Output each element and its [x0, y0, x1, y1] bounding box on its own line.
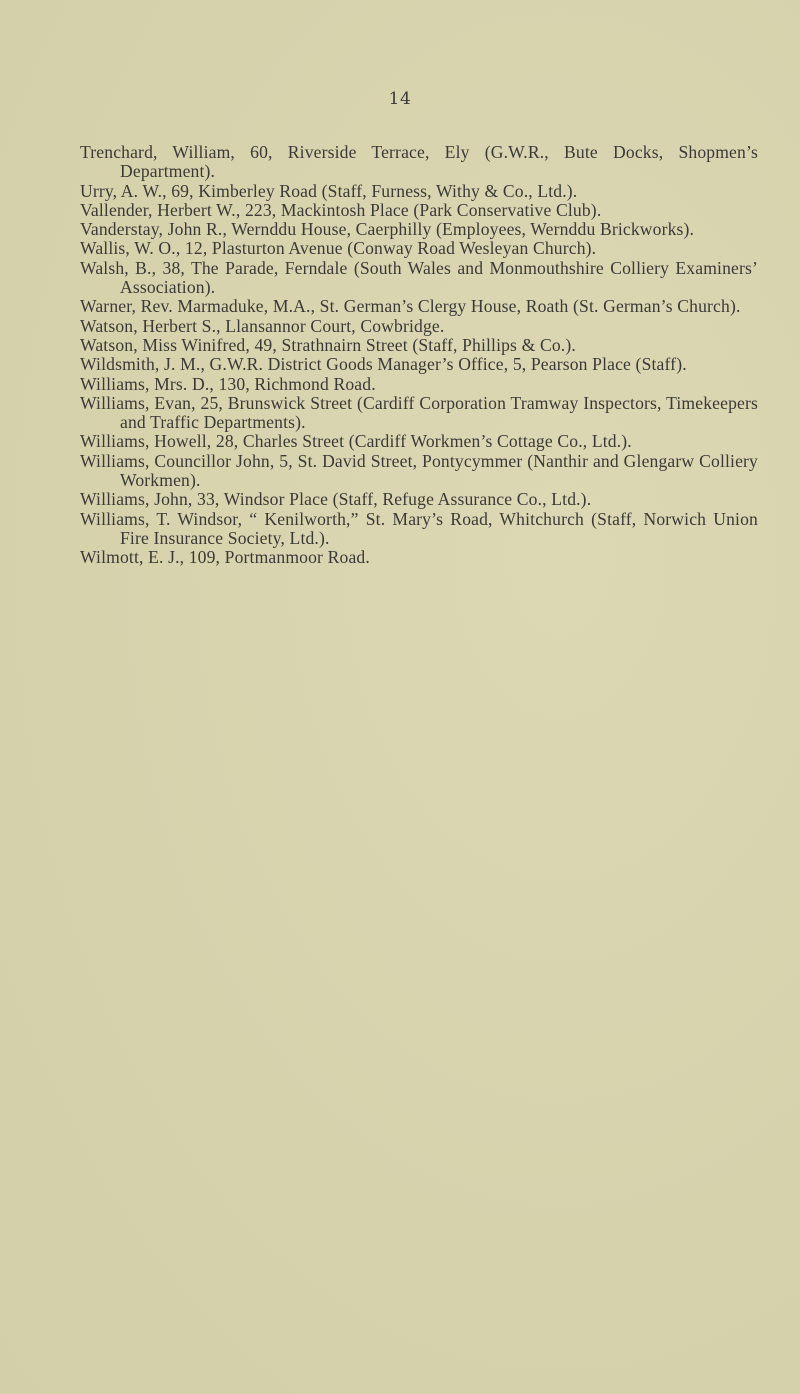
list-entry: Wildsmith, J. M., G.W.R. District Goods Manager’s Office, 5, Pearson Place (Staff).	[80, 354, 687, 375]
list-entry: Vallender, Herbert W., 223, Mackintosh Place (Park Conservative Club).	[80, 199, 602, 220]
list-entry: Watson, Miss Winifred, 49, Strathnairn Street (Staff, Phillips & Co.).	[80, 334, 576, 355]
list-entry: Watson, Herbert S., Llansannor Court, Cowbridge.	[80, 315, 445, 336]
list-entry: Trenchard, William, 60, Riverside Terrace, Ely (G.W.R., Bute Docks, Shopmen’s Department).	[80, 142, 758, 182]
list-entry: Wallis, W. O., 12, Plasturton Avenue (Conway Road Wesleyan Church).	[80, 238, 597, 259]
list-entry: Williams, Evan, 25, Brunswick Street (Cardiff Corporation Tramway Inspectors, Timekeepers and Traffic Departments).	[80, 392, 758, 433]
page-number: 14	[388, 89, 412, 109]
list-entry: Vanderstay, John R., Wernddu House, Caerphilly (Employees, Wernddu Brickworks).	[80, 219, 695, 240]
list-entry: Warner, Rev. Marmaduke, M.A., St. German’s Clergy House, Roath (St. German’s Church).	[80, 296, 741, 317]
list-entry: Williams, Howell, 28, Charles Street (Cardiff Workmen’s Cottage Co., Ltd.).	[80, 431, 632, 452]
list-entry: Urry, A. W., 69, Kimberley Road (Staff, Furness, Withy & Co., Ltd.).	[80, 180, 578, 201]
list-entry: Williams, Mrs. D., 130, Richmond Road.	[80, 373, 376, 394]
list-entry: Williams, John, 33, Windsor Place (Staff, Refuge Assurance Co., Ltd.).	[80, 489, 592, 510]
list-entry: Williams, T. Windsor, “ Kenilworth,” St. Mary’s Road, Whitchurch (Staff, Norwich Union Fire Insurance Society, Ltd.).	[80, 508, 758, 548]
list-entry: Wilmott, E. J., 109, Portmanmoor Road.	[80, 547, 370, 568]
list-entry: Walsh, B., 38, The Parade, Ferndale (South Wales and Monmouthshire Colliery Examiners’ Association).	[80, 257, 758, 298]
subscriber-list	[80, 143, 758, 568]
list-entry: Williams, Councillor John, 5, St. David Street, Pontycymmer (Nanthir and Glengarw Colliery Workmen).	[80, 450, 758, 491]
